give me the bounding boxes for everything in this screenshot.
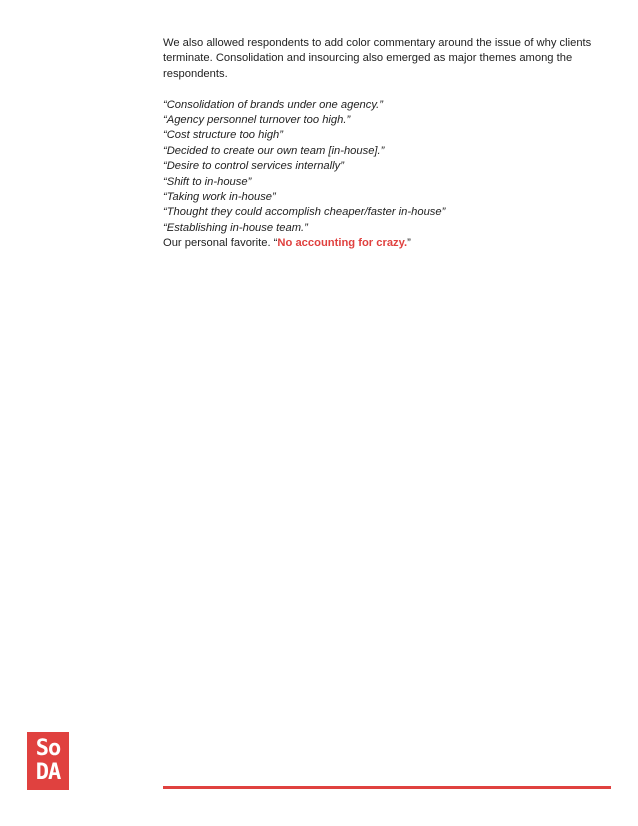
footer-rule (163, 786, 611, 789)
quote-item: “Taking work in-house” (163, 191, 276, 204)
favorite-highlight: No accounting for crazy. (277, 237, 408, 250)
soda-logo (27, 732, 69, 790)
intro-paragraph: We also allowed respondents to add color commentary around the issue of why clients terminate. Consolidation and insourcing also emerged as major themes among the respondents. (163, 37, 592, 80)
quote-item: “Desire to control services internally” (163, 160, 344, 173)
favorite-prefix: Our personal favorite. “ (163, 237, 278, 250)
logo-line-1: So (35, 736, 61, 761)
quote-item: “Agency personnel turnover too high.” (163, 114, 351, 127)
quote-item: “Decided to create our own team [in-house].” (163, 144, 385, 157)
logo-line-2: DA (35, 760, 61, 785)
quote-list (163, 98, 593, 237)
favorite-line (163, 236, 593, 251)
quote-item: “Thought they could accomplish cheaper/faster in-house” (163, 206, 446, 219)
quote-item: “Cost structure too high” (163, 129, 284, 142)
quote-item: “Shift to in-house” (163, 175, 252, 188)
quote-item: “Establishing in-house team.” (163, 221, 308, 234)
favorite-suffix: ” (407, 237, 411, 250)
page-content (163, 36, 593, 252)
quote-item: “Consolidation of brands under one agency.” (163, 98, 383, 111)
